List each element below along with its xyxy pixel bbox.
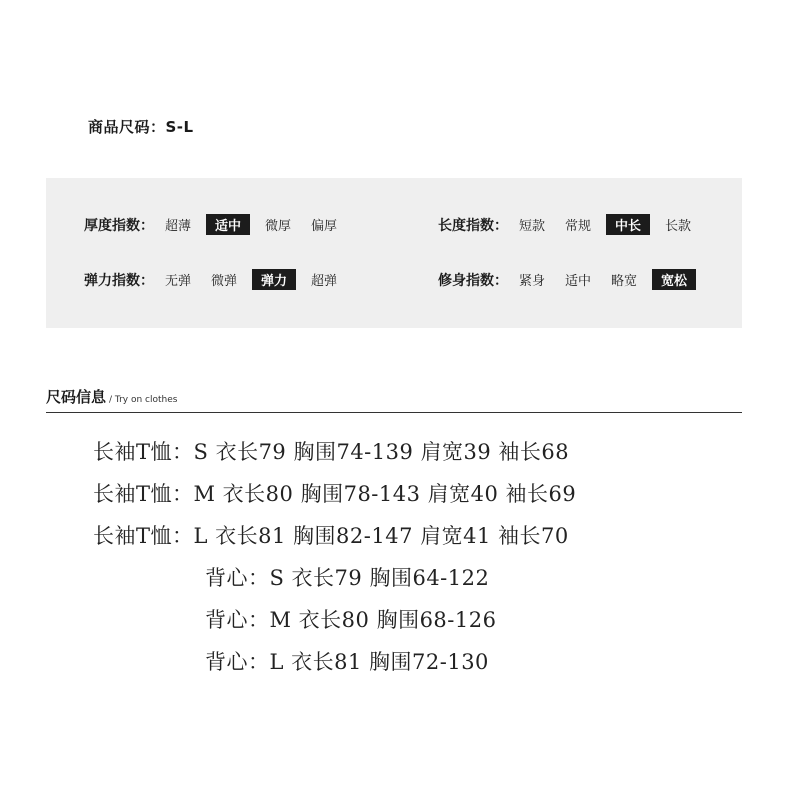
index-option: 偏厚 [311,219,338,234]
index-label: 厚度指数： [84,217,154,234]
index-option: 微厚 [265,219,292,234]
thickness-index [84,214,352,235]
index-option: 短款 [519,219,546,234]
size-line: 背心：L 衣长81 胸围72-130 [205,650,489,674]
section-subtitle: / Try on clothes [109,395,178,405]
index-option: 中长 [606,214,650,235]
size-line: 长袖T恤：M 衣长80 胸围78-143 肩宽40 袖长69 [93,482,577,506]
size-info-header [46,386,742,413]
elasticity-index [84,269,352,290]
index-option: 微弹 [211,274,238,289]
index-option: 超薄 [165,219,192,234]
size-line: 背心：M 衣长80 胸围68-126 [205,608,497,632]
index-option: 常规 [565,219,592,234]
size-line: 长袖T恤：L 衣长81 胸围82-147 肩宽41 袖长70 [93,524,569,548]
index-option: 紧身 [519,274,546,289]
index-label: 修身指数： [438,272,508,289]
index-option: 宽松 [652,269,696,290]
product-size-label: 商品尺码：S-L [88,118,194,136]
index-option: 超弹 [311,274,338,289]
size-line: 长袖T恤：S 衣长79 胸围74-139 肩宽39 袖长68 [93,440,570,464]
length-index [438,214,706,235]
section-title: 尺码信息 [46,388,107,406]
fit-index [438,269,706,290]
index-option: 无弹 [165,274,192,289]
index-option: 弹力 [252,269,296,290]
index-option: 略宽 [611,274,638,289]
index-option: 适中 [206,214,250,235]
index-panel [46,178,742,328]
index-label: 长度指数： [438,217,508,234]
size-line: 背心：S 衣长79 胸围64-122 [205,566,490,590]
index-label: 弹力指数： [84,272,154,289]
index-option: 适中 [565,274,592,289]
index-option: 长款 [665,219,692,234]
